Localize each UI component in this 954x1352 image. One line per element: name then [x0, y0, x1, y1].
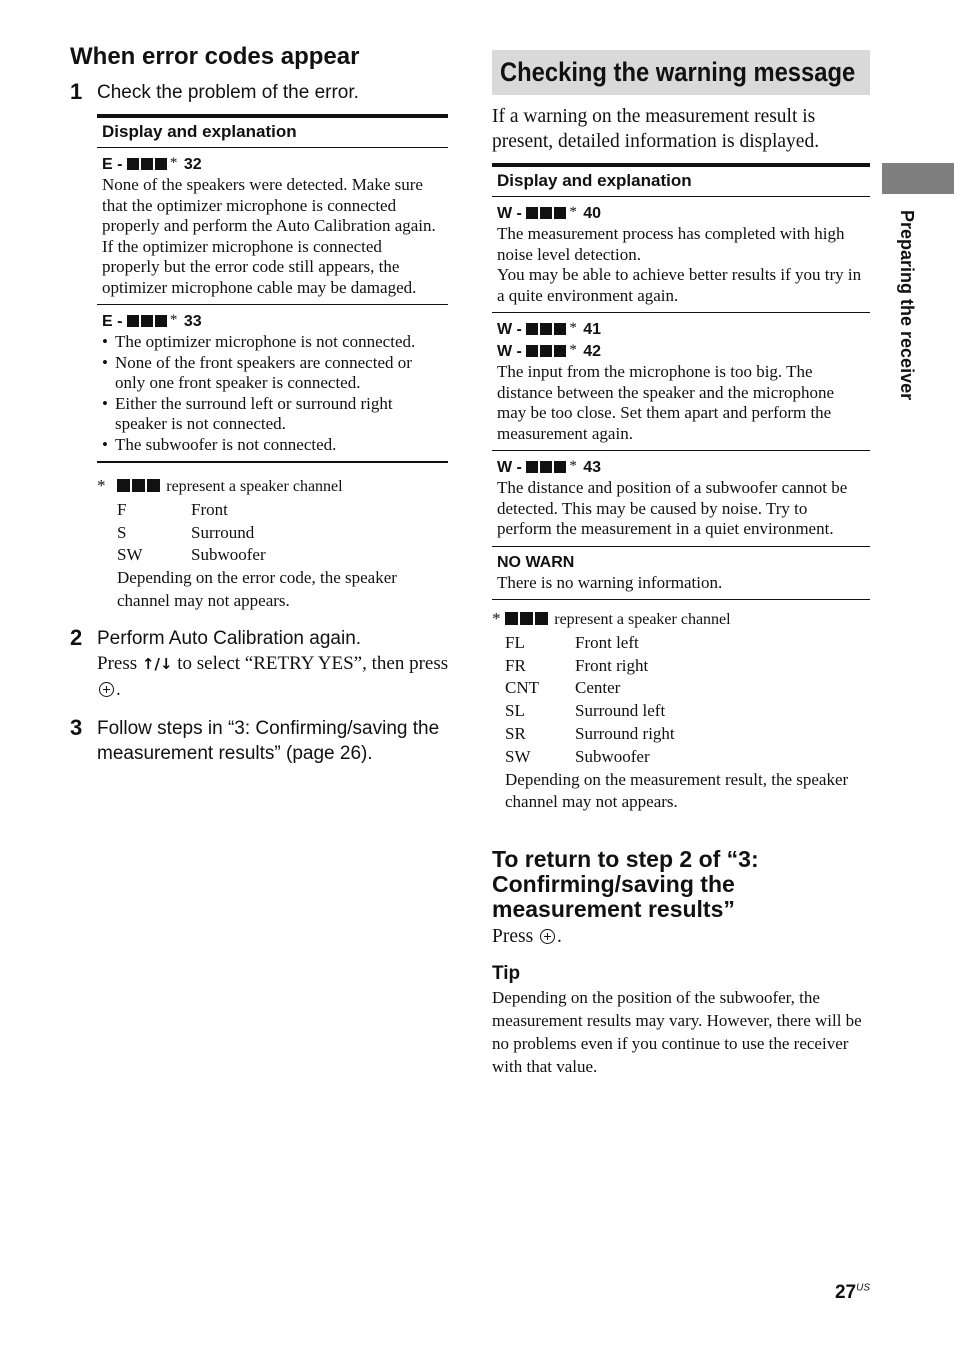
error-table-wrap [97, 114, 448, 613]
channel-block-icon [554, 207, 566, 219]
table-row [492, 313, 870, 451]
channel-block-icon [526, 207, 538, 219]
row-text: The distance and position of a subwoofer cannot be detected. This may be caused by noise. Try to perform the measurement in a quiet environment. [497, 478, 848, 538]
no-warn-label: NO WARN [497, 553, 575, 571]
left-column [70, 40, 450, 766]
channel-block-icon [554, 461, 566, 473]
list-item: • The subwoofer is not connected. [102, 435, 443, 456]
list-item: • The optimizer microphone is not connected. [102, 332, 443, 353]
warning-code-40: W - * 40 [497, 204, 602, 222]
list-item: • Either the surround left or surround right speaker is not connected. [102, 394, 443, 435]
channel-legend [505, 632, 870, 769]
page-number: $27^{US}$ [834, 1282, 870, 1303]
right-column [492, 50, 870, 1078]
channel-block-icon [155, 315, 167, 327]
legend-name: Front [191, 499, 228, 519]
step-text: Follow steps in “3: Confirming/saving the measurement results” (page 26). [97, 717, 440, 764]
warning-code-43: W - * 43 [497, 458, 602, 476]
enter-button-icon [540, 929, 555, 944]
step-number: 1 [70, 79, 83, 104]
intro-paragraph: If a warning on the measurement result is present, detailed information is displayed. [492, 106, 820, 152]
step-number: 3 [70, 714, 83, 740]
asterisk: * [97, 476, 106, 495]
channel-block-icon [141, 158, 153, 170]
row-text: You may be able to achieve better results if you try in a quite environment again. [497, 265, 862, 305]
channel-legend [117, 499, 448, 567]
legend-name: Front right [575, 655, 649, 675]
legend-abbr: SW [505, 746, 531, 766]
tip-text: Depending on the position of the subwoofer, the measurement results may vary. However, there will be no problems even if you continue to use the receiver with that value. [492, 988, 862, 1076]
channel-note [97, 475, 448, 613]
channel-block-icons [117, 476, 162, 495]
asterisk: * [492, 609, 501, 628]
table-row [492, 451, 870, 547]
list-item: • None of the front speakers are connected or only one front speaker is connected. [102, 353, 443, 394]
warning-code-41: W - * 41 [497, 320, 602, 338]
warning-code-42: W - * 42 [497, 342, 602, 360]
channel-block-icon [155, 158, 167, 170]
legend-name: Subwoofer [191, 545, 266, 565]
error-code-32: E - * 32 [102, 155, 202, 173]
legend-abbr: F [117, 499, 127, 519]
section-title-error-codes: When error codes appear [70, 43, 360, 70]
bullet-list [102, 332, 443, 455]
banner-title: Checking the warning message [500, 57, 856, 87]
return-text: Press . [492, 926, 562, 948]
legend-name: Surround right [575, 723, 675, 743]
legend-abbr: SW [117, 545, 143, 565]
legend-abbr: SR [505, 723, 526, 743]
channel-block-icon [554, 323, 566, 335]
channel-note [492, 608, 870, 814]
legend-abbr: FL [505, 632, 525, 652]
side-tab-marker [882, 163, 954, 194]
note-intro: represent a speaker channel [166, 478, 343, 495]
note-footer: Depending on the measurement result, the speaker channel may not appears. [505, 769, 849, 812]
legend-name: Subwoofer [575, 746, 650, 766]
step-number: 2 [70, 624, 83, 650]
step-2 [70, 626, 450, 702]
channel-block-icons [505, 609, 550, 628]
table-row [492, 197, 870, 313]
section-banner [492, 50, 870, 95]
up-down-arrow-icon: ↑/↓ [141, 654, 173, 673]
enter-button-icon [99, 682, 114, 697]
error-code-33: E - * 33 [102, 312, 202, 330]
step-1 [70, 80, 450, 105]
channel-block-icon [554, 345, 566, 357]
note-footer: Depending on the error code, the speaker channel may not appears. [117, 568, 397, 610]
row-text: None of the speakers were detected. Make sure that the optimizer microphone is connected properly and perform the Auto Calibration again. [102, 175, 436, 235]
row-text: The input from the microphone is too big. The distance between the speaker and the microphone may be too close. Set them apart and perform the measurement again. [497, 362, 835, 443]
channel-block-icon [540, 207, 552, 219]
row-text: The measurement process has completed with high noise level detection. [497, 224, 845, 264]
table-header: Display and explanation [97, 116, 448, 148]
legend-name: Center [575, 678, 621, 698]
channel-block-icon [127, 158, 139, 170]
row-text: If the optimizer microphone is connected properly but the error code still appears, the optimizer microphone cable may be damaged. [102, 236, 417, 297]
legend-abbr: SL [505, 701, 525, 721]
table-row [97, 305, 448, 463]
legend-name: Front left [575, 632, 639, 652]
error-table [97, 114, 448, 463]
table-header: Display and explanation [492, 165, 870, 197]
step-3 [70, 716, 450, 766]
legend-name: Surround left [575, 701, 666, 721]
tip-heading: Tip [492, 963, 521, 985]
channel-block-icon [540, 461, 552, 473]
step-subtext: Press ↑/↓ to select “RETRY YES”, then press . [97, 652, 449, 700]
channel-block-icon [141, 315, 153, 327]
step-text: Check the problem of the error. [97, 82, 359, 103]
legend-abbr: S [117, 522, 127, 542]
legend-name: Surround [191, 522, 255, 542]
channel-block-icon [540, 345, 552, 357]
channel-block-icon [526, 461, 538, 473]
return-heading: To return to step 2 of “3: Confirming/saving the measurement results” [492, 846, 759, 923]
step-text: Perform Auto Calibration again. [97, 627, 362, 649]
note-intro: represent a speaker channel [554, 611, 731, 628]
channel-block-icon [127, 315, 139, 327]
row-text: There is no warning information. [497, 572, 723, 592]
side-section-label: Preparing the receiver [897, 210, 917, 401]
legend-abbr: CNT [505, 678, 539, 698]
legend-abbr: FR [505, 655, 526, 675]
table-row [97, 148, 448, 305]
warning-table [492, 163, 870, 600]
channel-block-icon [526, 345, 538, 357]
table-row [492, 546, 870, 600]
channel-block-icon [540, 323, 552, 335]
channel-block-icon [526, 323, 538, 335]
